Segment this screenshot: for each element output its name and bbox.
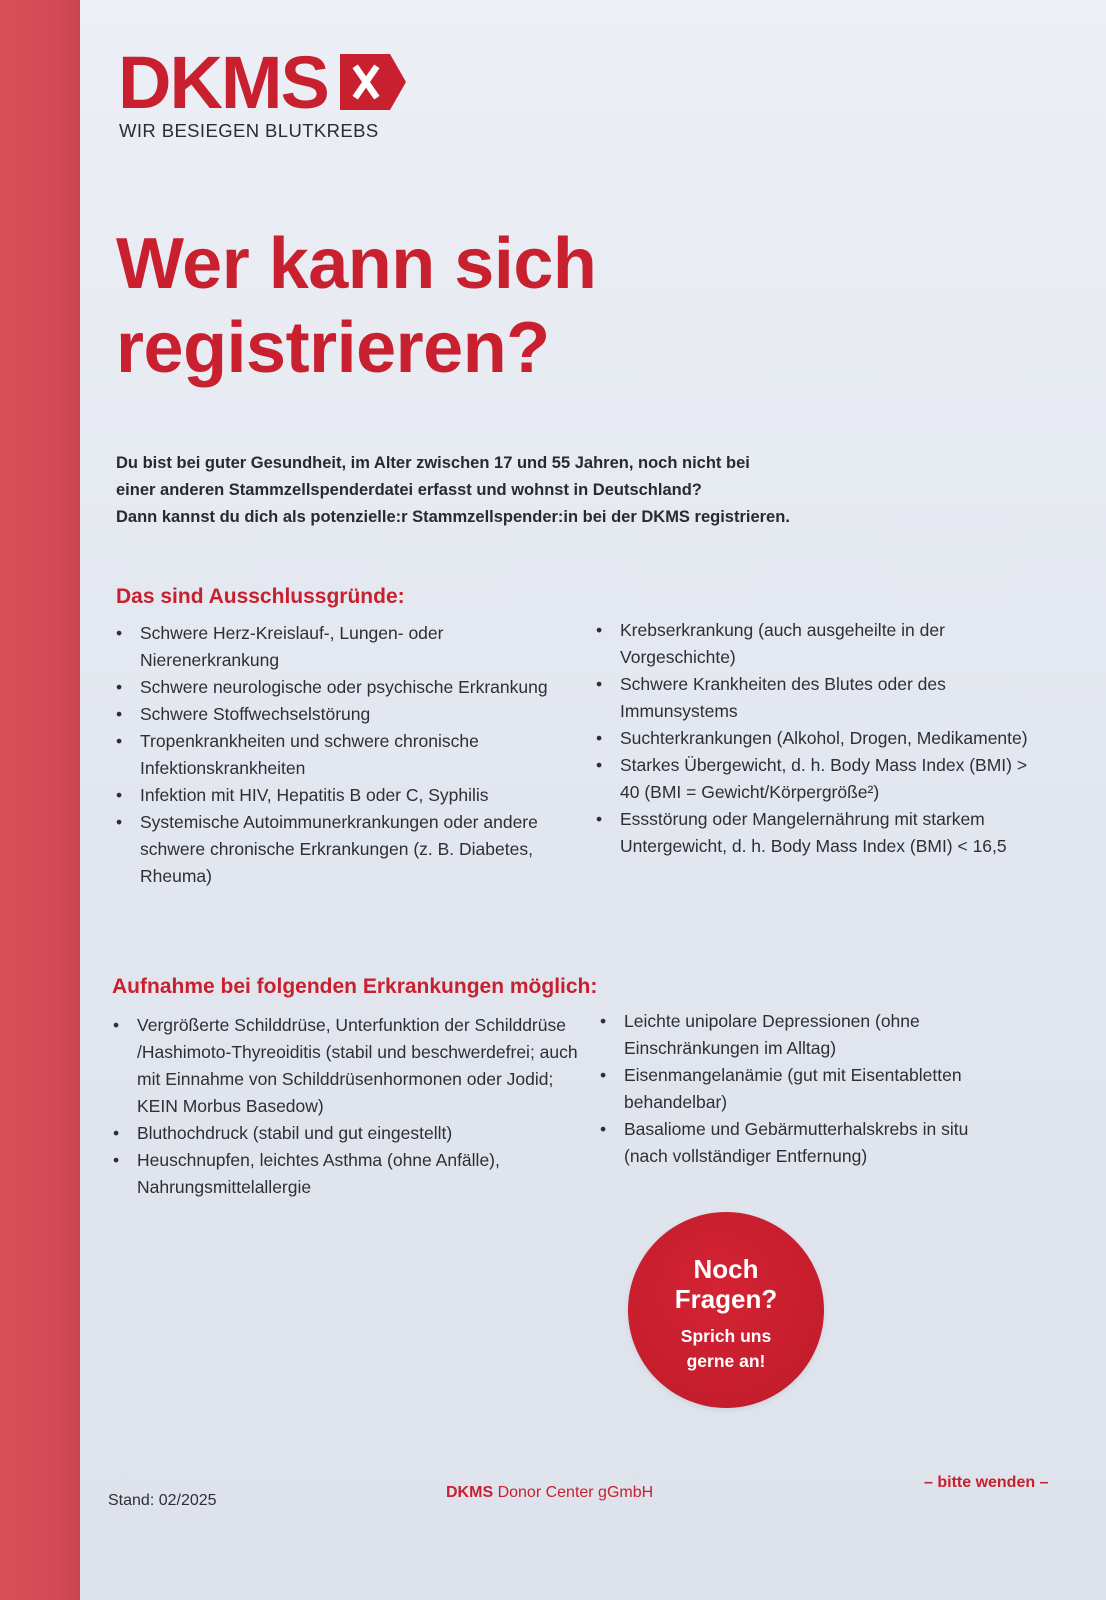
list-item: • Suchterkrankungen (Alkohol, Drogen, Medikamente) xyxy=(596,725,1036,752)
exclusion-list-right xyxy=(596,617,1036,860)
page-headline: Wer kann sich registrieren? xyxy=(116,224,597,388)
questions-bubble xyxy=(628,1212,824,1408)
bubble-subtitle xyxy=(628,1324,824,1374)
bubble-title-line: Fragen? xyxy=(674,1284,778,1314)
footer-organization xyxy=(446,1484,653,1502)
intro-text xyxy=(116,450,976,531)
list-item: • Schwere Stoffwechselstörung xyxy=(116,701,571,728)
exclusion-title: Das sind Ausschlussgründe: xyxy=(116,585,405,608)
logo-tagline: WIR BESIEGEN BLUTKREBS xyxy=(119,120,379,141)
bubble-title xyxy=(628,1254,824,1314)
list-item: • Schwere neurologische oder psychische Erkrankung xyxy=(116,674,571,701)
footer-date: Stand: 02/2025 xyxy=(108,1492,217,1509)
admission-list-left xyxy=(113,1012,578,1201)
footer-turn-note: – bitte wenden – xyxy=(924,1474,1049,1491)
x-mark-icon xyxy=(340,54,406,110)
intro-line: Dann kannst du dich als potenzielle:r Stammzellspender:in bei der DKMS registrieren. xyxy=(116,508,790,526)
logo-wordmark: DKMS xyxy=(118,41,328,124)
list-item: • Schwere Herz-Kreislauf-, Lungen- oder Nierenerkrankung xyxy=(116,620,571,674)
list-item: • Tropenkrankheiten und schwere chronische Infektionskrankheiten xyxy=(116,728,571,782)
list-item: • Krebserkrankung (auch ausgeheilte in der Vorgeschichte) xyxy=(596,617,1036,671)
footer-org-name: Donor Center gGmbH xyxy=(497,1484,654,1501)
intro-line: einer anderen Stammzellspenderdatei erfasst und wohnst in Deutschland? xyxy=(116,481,702,499)
list-item: • Heuschnupfen, leichtes Asthma (ohne Anfälle), Nahrungsmittelallergie xyxy=(113,1147,578,1201)
list-item: • Leichte unipolare Depressionen (ohne Einschränkungen im Alltag) xyxy=(600,1008,1010,1062)
list-item: • Schwere Krankheiten des Blutes oder des Immunsystems xyxy=(596,671,1036,725)
list-item: • Basaliome und Gebärmutterhalskrebs in situ (nach vollständiger Entfernung) xyxy=(600,1116,1010,1170)
list-item: • Essstörung oder Mangelernährung mit starkem Untergewicht, d. h. Body Mass Index (BMI) < 16,5 xyxy=(596,806,1036,860)
dkms-logo xyxy=(118,41,418,148)
red-side-stripe xyxy=(0,0,80,1600)
intro-line: Du bist bei guter Gesundheit, im Alter zwischen 17 und 55 Jahren, noch nicht bei xyxy=(116,454,750,472)
list-item: • Systemische Autoimmunerkrankungen oder andere schwere chronische Erkrankungen (z. B. Diabetes, Rheuma) xyxy=(116,809,571,890)
list-item: • Vergrößerte Schilddrüse, Unterfunktion der Schilddrüse /Hashimoto-Thyreoiditis (stabil und beschwerdefrei; auch mit Einnahme von Schilddrüsenhormonen oder Jodid; KEIN Morbus Basedow) xyxy=(113,1012,578,1120)
list-item: • Starkes Übergewicht, d. h. Body Mass Index (BMI) > 40 (BMI = Gewicht/Körpergröße²) xyxy=(596,752,1036,806)
list-item: • Bluthochdruck (stabil und gut eingestellt) xyxy=(113,1120,578,1147)
list-item: • Infektion mit HIV, Hepatitis B oder C, Syphilis xyxy=(116,782,571,809)
bubble-sub-line: gerne an! xyxy=(686,1351,766,1371)
list-item: • Eisenmangelanämie (gut mit Eisentabletten behandelbar) xyxy=(600,1062,1010,1116)
exclusion-list-left xyxy=(116,620,571,890)
admission-title: Aufnahme bei folgenden Erkrankungen möglich: xyxy=(112,975,598,998)
bubble-title-line: Noch xyxy=(693,1254,759,1284)
admission-list-right xyxy=(600,1008,1010,1170)
footer-brand: DKMS xyxy=(446,1484,494,1501)
bubble-sub-line: Sprich uns xyxy=(680,1326,772,1346)
